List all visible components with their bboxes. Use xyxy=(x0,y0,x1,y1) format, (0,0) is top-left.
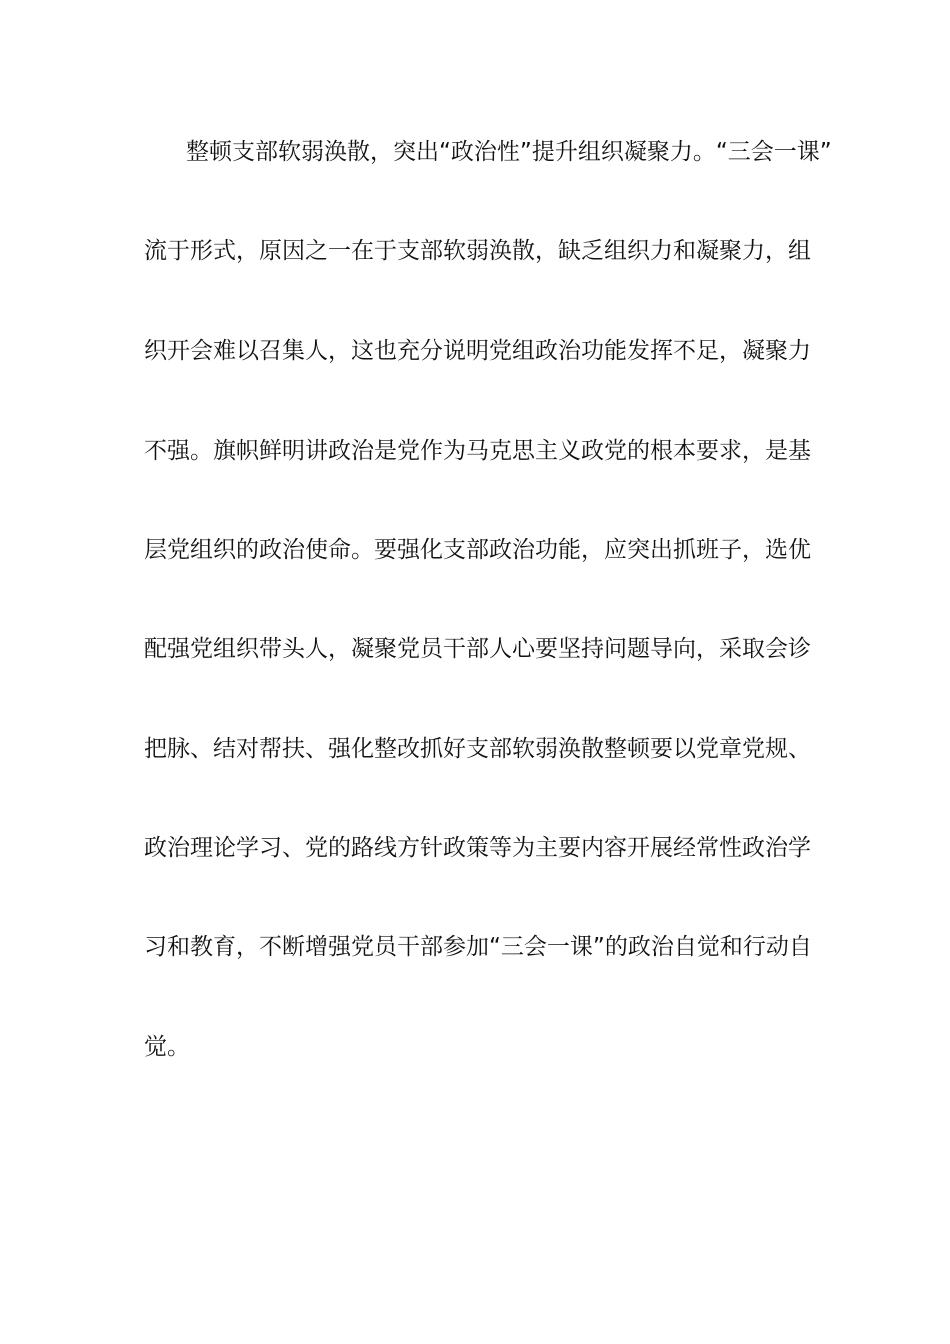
paragraph-line: 整顿支部软弱涣散，突出“政治性”提升组织凝聚力。“三会一课” xyxy=(186,139,832,165)
paragraph-line: 政治理论学习、党的路线方针政策等为主要内容开展经常性政治学 xyxy=(144,835,811,861)
paragraph-line: 织开会难以召集人，这也充分说明党组政治功能发挥不足，凝聚力 xyxy=(144,338,811,364)
paragraph-line: 配强党组织带头人，凝聚党员干部人心要坚持问题导向，采取会诊 xyxy=(144,636,811,662)
paragraph-line: 觉。 xyxy=(144,1034,190,1060)
paragraph-line: 流于形式，原因之一在于支部软弱涣散，缺乏组织力和凝聚力，组 xyxy=(144,238,811,264)
paragraph-line: 把脉、结对帮扶、强化整改抓好支部软弱涣散整顿要以党章党规、 xyxy=(144,736,811,762)
paragraph-line: 不强。旗帜鲜明讲政治是党作为马克思主义政党的根本要求，是基 xyxy=(144,438,811,464)
paragraph-line: 层党组织的政治使命。要强化支部政治功能，应突出抓班子，选优 xyxy=(144,537,811,563)
paragraph-line: 习和教育，不断增强党员干部参加“三会一课”的政治自觉和行动自 xyxy=(144,934,812,960)
